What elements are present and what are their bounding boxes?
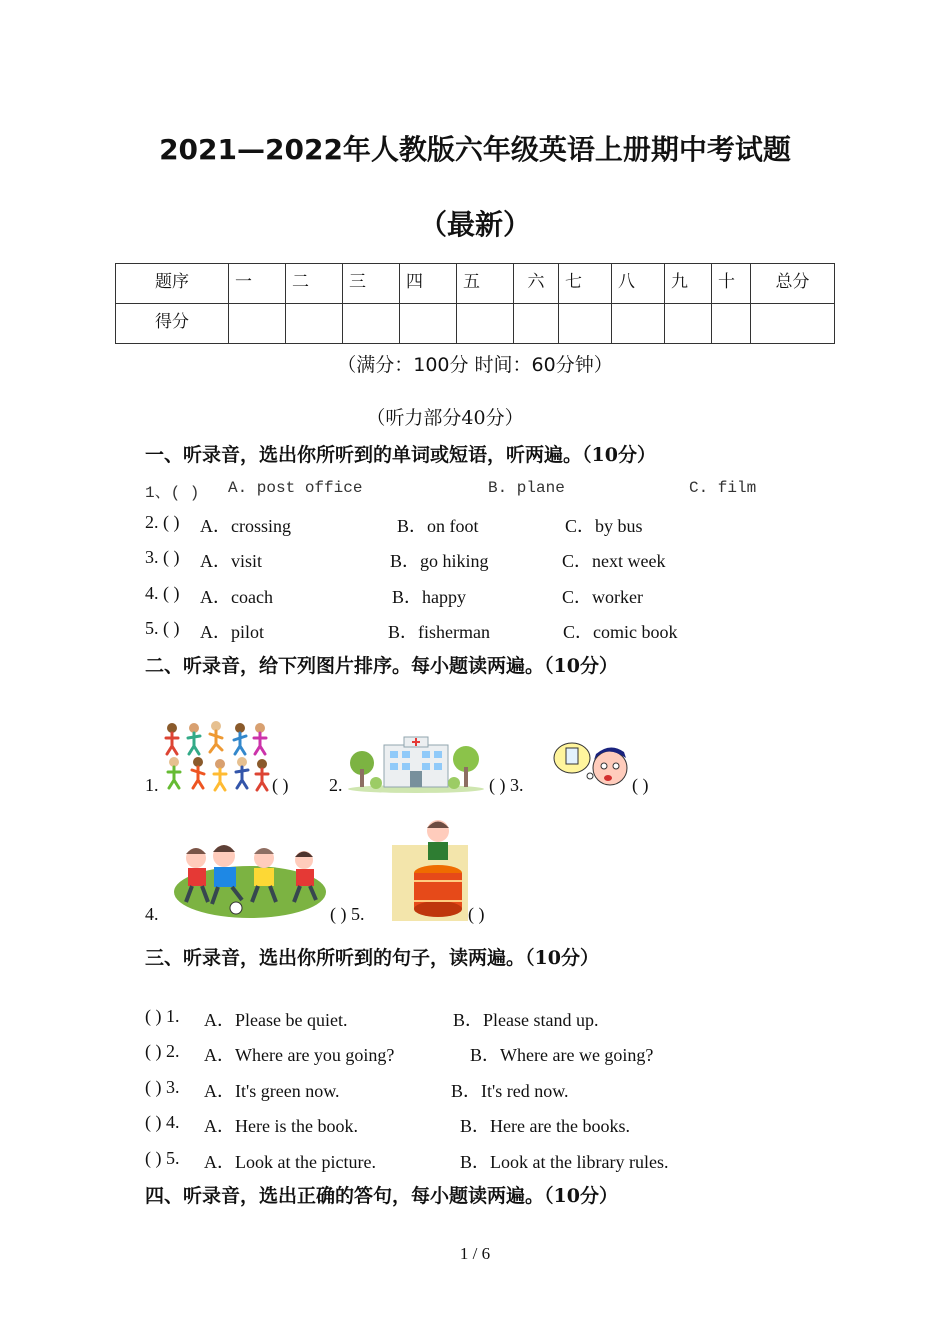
thirsty-boy-illustration [550, 740, 630, 790]
s2-label-1: 1. [145, 775, 159, 795]
s1-q3-b: B．go hiking [390, 551, 489, 571]
score-cell[interactable] [665, 304, 712, 344]
s1-q2-b: B．on foot [397, 516, 479, 536]
listening-header: （听力部分40分） [366, 407, 524, 429]
s3-q2-num: ( ) 2. [145, 1041, 180, 1061]
s1-q1-num: 1、( ) [145, 484, 200, 502]
score-table [115, 263, 835, 344]
s1-q4-c: C．worker [562, 587, 643, 607]
s2-label-2: 2. [329, 775, 343, 795]
s3-q1-a: A．Please be quiet. [204, 1010, 348, 1030]
score-cell[interactable] [343, 304, 400, 344]
score-cell[interactable] [457, 304, 514, 344]
s3-q2-b: B．Where are we going? [470, 1045, 654, 1065]
s2-blank-3[interactable]: ( ) [632, 775, 649, 795]
score-header-cell: 八 [612, 264, 665, 304]
score-cell[interactable] [612, 304, 665, 344]
s3-q5-num: ( ) 5. [145, 1148, 180, 1168]
hospital-illustration [346, 735, 486, 793]
s3-q4-a: A．Here is the book. [204, 1116, 358, 1136]
s3-q3-b: B．It's red now. [451, 1081, 569, 1101]
page-title: 2021—2022年人教版六年级英语上册期中考试题 [159, 133, 791, 166]
s1-q2-num: 2. ( ) [145, 512, 180, 532]
score-cell[interactable] [514, 304, 559, 344]
s1-q1-b: B. plane [488, 479, 565, 497]
score-header-cell: 六 [514, 264, 559, 304]
score-header-cell: 七 [559, 264, 612, 304]
s3-q5-b: B．Look at the library rules. [460, 1152, 669, 1172]
score-row-label: 得分 [116, 304, 229, 344]
s1-q3-num: 3. ( ) [145, 547, 180, 567]
s1-q3-c: C．next week [562, 551, 666, 571]
s1-q3-a: A．visit [200, 551, 263, 571]
s2-blank-4-and-label-5[interactable]: ( ) 5. [330, 904, 365, 924]
s1-q1-c: C. film [689, 479, 757, 497]
s1-q4-num: 4. ( ) [145, 583, 180, 603]
score-cell[interactable] [286, 304, 343, 344]
score-cell[interactable] [559, 304, 612, 344]
s3-q1-b: B．Please stand up. [453, 1010, 599, 1030]
s3-q1-num: ( ) 1. [145, 1006, 180, 1026]
s2-blank-1[interactable]: ( ) [272, 775, 289, 795]
s3-q3-a: A．It's green now. [204, 1081, 340, 1101]
s1-q5-c: C．comic book [563, 622, 678, 642]
s1-q5-num: 5. ( ) [145, 618, 180, 638]
page-number: 1 / 6 [459, 1244, 491, 1263]
score-header-cell: 四 [400, 264, 457, 304]
section3-title: 三、听录音，选出你所听到的句子，读两遍。（10分） [145, 947, 599, 969]
score-table-score-row [116, 304, 835, 344]
section2-title: 二、听录音，给下列图片排序。每小题读两遍。（10分） [145, 655, 618, 677]
s3-q3-num: ( ) 3. [145, 1077, 180, 1097]
s3-q4-num: ( ) 4. [145, 1112, 180, 1132]
boy-on-drum-illustration [392, 815, 470, 921]
score-table-header-row [116, 264, 835, 304]
score-header-cell: 一 [229, 264, 286, 304]
s1-q1-a: A. post office [228, 479, 363, 497]
s1-q4-b: B．happy [392, 587, 466, 607]
s2-blank-5[interactable]: ( ) [468, 904, 485, 924]
football-kids-illustration [172, 830, 328, 920]
s1-q5-a: A．pilot [200, 622, 265, 642]
exam-info: （满分：100分 时间：60分钟） [337, 354, 613, 376]
page-subtitle: （最新） [418, 208, 531, 241]
score-header-cell: 三 [343, 264, 400, 304]
s1-q2-a: A．crossing [200, 516, 291, 536]
s3-q4-b: B．Here are the books. [460, 1116, 630, 1136]
score-cell[interactable] [400, 304, 457, 344]
score-header-cell: 总分 [751, 264, 835, 304]
score-header-cell: 二 [286, 264, 343, 304]
score-header-cell: 九 [665, 264, 712, 304]
score-header-cell: 题序 [116, 264, 229, 304]
s1-q5-b: B．fisherman [388, 622, 490, 642]
s1-q2-c: C．by bus [565, 516, 643, 536]
score-cell[interactable] [751, 304, 835, 344]
section4-title: 四、听录音，选出正确的答句，每小题读两遍。（10分） [145, 1185, 618, 1207]
s3-q5-a: A．Look at the picture. [204, 1152, 376, 1172]
score-cell[interactable] [229, 304, 286, 344]
score-header-cell: 五 [457, 264, 514, 304]
score-cell[interactable] [712, 304, 751, 344]
s1-q4-a: A．coach [200, 587, 273, 607]
children-group-illustration [162, 720, 270, 792]
score-header-cell: 十 [712, 264, 751, 304]
s2-label-4: 4. [145, 904, 159, 924]
s2-blank-2-and-label-3[interactable]: ( ) 3. [489, 775, 524, 795]
section1-title: 一、听录音，选出你所听到的单词或短语，听两遍。（10分） [145, 444, 656, 466]
s3-q2-a: A．Where are you going? [204, 1045, 395, 1065]
